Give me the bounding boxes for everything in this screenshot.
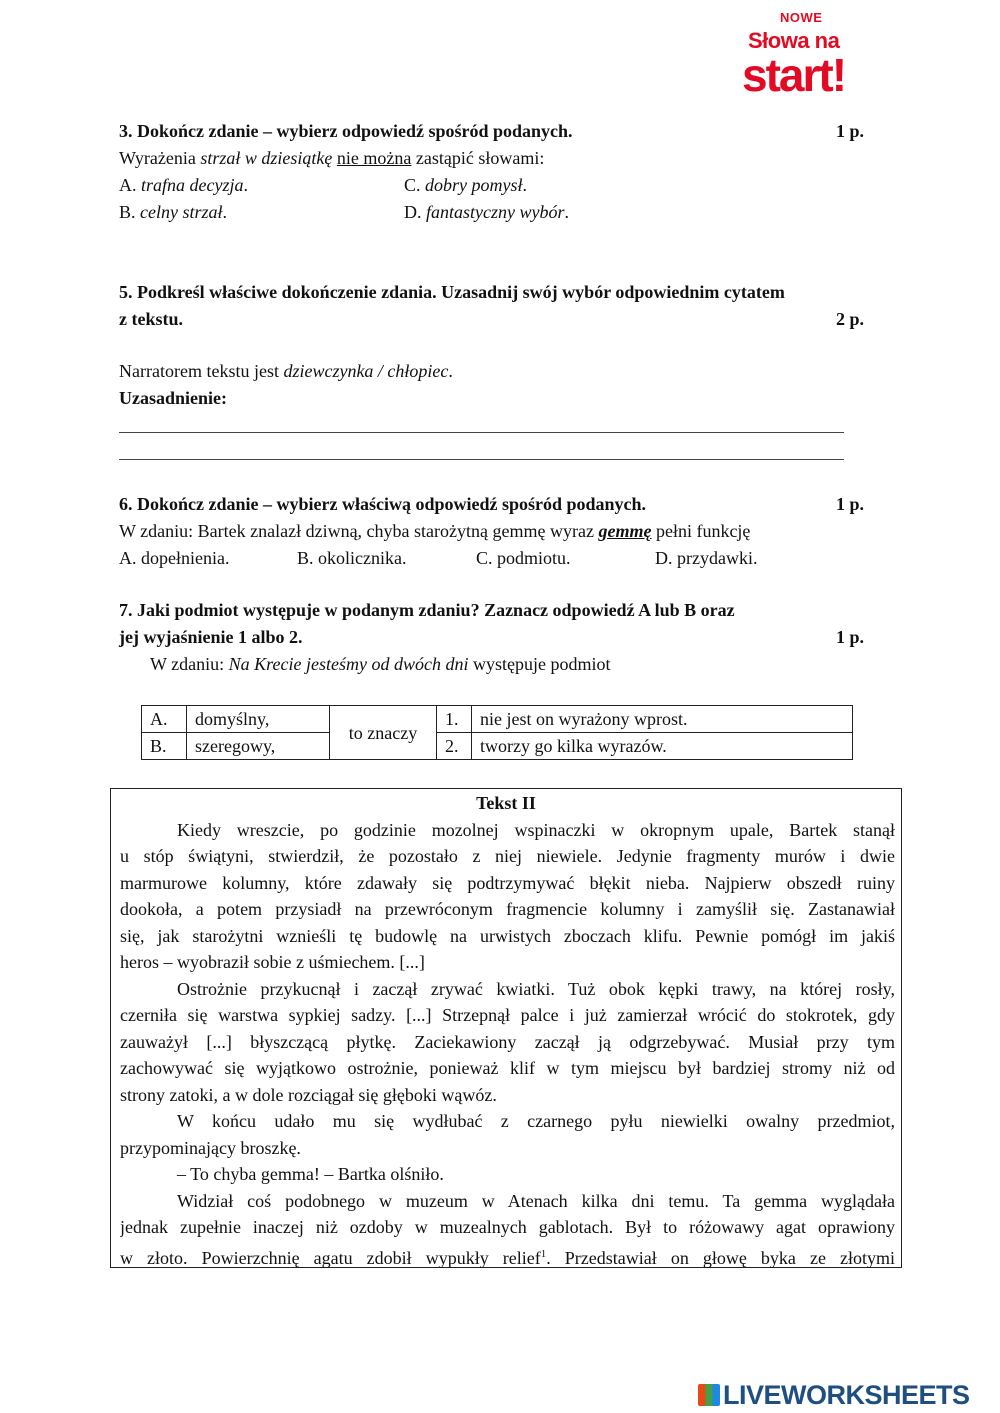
q7-sentence: [150, 652, 610, 676]
q5-answer-line-1[interactable]: [119, 432, 844, 433]
q5-sentence: [119, 359, 453, 383]
q3-option-letter: C.: [404, 175, 426, 195]
q6-option-d[interactable]: D. przydawki.: [655, 548, 758, 568]
publisher-logo: [740, 8, 870, 103]
q5-choice[interactable]: dziewczynka / chłopiec: [283, 361, 449, 381]
text-line-last: [120, 1241, 895, 1268]
q3-option-end: .: [243, 175, 248, 195]
footnote-marker: 1: [540, 1248, 547, 1260]
q3-prompt: [119, 146, 544, 170]
text-last-post: . Przedstawiał on głowę byka ze złotymi: [546, 1248, 895, 1268]
q3-prompt-phrase: strzał w dziesiątkę: [200, 148, 333, 168]
text-last-pre: w złoto. Powierzchnię agatu zdobił wypukły relief: [120, 1248, 541, 1268]
q6-title: 6. Dokończ zdanie – wybierz właściwą odpowiedź spośród podanych.: [119, 494, 647, 514]
q7-sentence-example: Na Krecie jesteśmy od dwóch dni: [228, 654, 469, 674]
text-line: marmurowe kolumny, które zdawały się podtrzymywać błękit nieba. Najpierw obszedł ruiny: [120, 873, 895, 893]
logo-slowa-na: Słowa na: [748, 28, 840, 53]
q7-cell-2-num[interactable]: 2.: [437, 733, 472, 760]
q7-points: 1 p.: [835, 627, 864, 647]
q5-title-line2: z tekstu.: [119, 309, 183, 329]
q3-prompt-post: zastąpić słowami:: [411, 148, 545, 168]
logo-nowe: NOWE: [780, 10, 823, 25]
footer-brand: LIVEWORKSHEETS: [723, 1380, 970, 1410]
q3-option-text: trafna decyzja: [141, 175, 244, 195]
q3-option-end: .: [564, 202, 569, 222]
q5-answer-line-2[interactable]: [119, 459, 844, 460]
q3-option-letter: D.: [404, 202, 426, 222]
q7-cell-1-text[interactable]: nie jest on wyrażony wprost.: [472, 706, 853, 733]
q7-sentence-post: występuje podmiot: [468, 654, 611, 674]
text-line: Ostrożnie przykucnął i zaczął zrywać kwiatki. Tuż obok kępki trawy, na której rosły,: [177, 979, 895, 999]
text-line: Widział coś podobnego w muzeum w Atenach kilka dni temu. Ta gemma wyglądała: [177, 1191, 895, 1211]
q6-sentence: [119, 519, 750, 543]
q3-option-letter: A.: [119, 175, 141, 195]
q5-title-line1: 5. Podkreśl właściwe dokończenie zdania. Uzasadnij swój wybór odpowiednim cytatem: [119, 282, 785, 302]
q7-cell-middle: to znaczy: [330, 706, 437, 760]
q5-sentence-pre: Narratorem tekstu jest: [119, 361, 284, 381]
q3-option-text: fantastyczny wybór: [426, 202, 565, 222]
q5-sentence-end: .: [448, 361, 453, 381]
text-line: przypominający broszkę.: [120, 1138, 301, 1158]
logo-start: start!: [742, 49, 846, 101]
text-line: heros – wyobraził sobie z uśmiechem. [...]: [120, 952, 425, 972]
text-line: strony zatoki, a w dole rozciągał się głęboki wąwóz.: [120, 1085, 497, 1105]
q5-points: 2 p.: [835, 309, 864, 329]
q3-option-text: celny strzał: [140, 202, 223, 222]
text-ii-box: [110, 788, 902, 1268]
text-line: u stóp świątyni, stwierdził, że pozostało z niej niewiele. Jedynie fragmenty murów i dwie: [120, 846, 895, 866]
q6-points: 1 p.: [835, 494, 864, 514]
q3-option-a[interactable]: [119, 173, 248, 197]
liveworksheets-watermark: [698, 1380, 970, 1411]
q7-cell-2-text[interactable]: tworzy go kilka wyrazów.: [472, 733, 853, 760]
q7-cell-b-text[interactable]: szeregowy,: [187, 733, 330, 760]
q6-option-b[interactable]: B. okolicznika.: [297, 548, 407, 568]
q3-points: 1 p.: [835, 121, 864, 141]
q3-option-end: .: [222, 202, 228, 222]
q3-option-text: dobry pomysł: [425, 175, 523, 195]
q7-answer-table: [141, 705, 853, 760]
q7-cell-a-letter[interactable]: A.: [142, 706, 187, 733]
q6-sentence-post: pełni funkcję: [651, 521, 751, 541]
q6-option-c[interactable]: C. podmiotu.: [476, 548, 571, 568]
q3-option-letter: B.: [119, 202, 141, 222]
q6-key-word: gemmę: [598, 521, 652, 541]
text-line: jednak zupełnie inaczej niż ozdoby w muzealnych gablotach. Był to różowawy agat oprawiony: [120, 1217, 895, 1237]
text-line: czerniła się warstwa sypkiej sadzy. [...] Strzepnął palce i już zamierzał wrócić do stokrotek, gdy: [120, 1005, 895, 1025]
q3-title: 3. Dokończ zdanie – wybierz odpowiedź spośród podanych.: [119, 121, 573, 141]
text-line: – To chyba gemma! – Bartka olśniło.: [177, 1164, 444, 1184]
text-ii-title: Tekst II: [476, 793, 536, 813]
q3-prompt-pre: Wyrażenia: [119, 148, 201, 168]
q3-prompt-negation: nie można: [336, 148, 412, 168]
q7-cell-1-num[interactable]: 1.: [437, 706, 472, 733]
text-line: zachowywać się wyjątkowo ostrożnie, ponieważ klif w tym miejscu był bardziej stromy niż od: [120, 1058, 895, 1078]
q7-title-line1: 7. Jaki podmiot występuje w podanym zdaniu? Zaznacz odpowiedź A lub B oraz: [119, 600, 735, 620]
q5-justification-label: Uzasadnienie:: [119, 388, 227, 408]
q3-option-d[interactable]: [404, 200, 569, 224]
q3-option-b[interactable]: [119, 200, 227, 224]
q7-cell-b-letter[interactable]: B.: [142, 733, 187, 760]
q7-title-line2: jej wyjaśnienie 1 albo 2.: [119, 627, 303, 647]
liveworksheets-logo-icon: [698, 1384, 720, 1406]
q3-option-end: .: [522, 175, 528, 195]
text-line: zauważył [...] błyszczącą płytkę. Zaciekawiony zaczął ją odgrzebywać. Musiał przy tym: [120, 1032, 895, 1052]
text-line: się, jak starożytni wznieśli tę budowlę na urwistych zboczach klifu. Pewnie pomógł im jakiś: [120, 926, 895, 946]
q3-option-c[interactable]: [404, 173, 527, 197]
q6-sentence-pre: W zdaniu: Bartek znalazł dziwną, chyba starożytną gemmę wyraz: [119, 521, 599, 541]
q7-cell-a-text[interactable]: domyślny,: [187, 706, 330, 733]
q7-sentence-pre: W zdaniu:: [150, 654, 229, 674]
text-line: W końcu udało mu się wydłubać z czarnego pyłu niewielki owalny przedmiot,: [177, 1111, 895, 1131]
text-line: Kiedy wreszcie, po godzinie mozolnej wspinaczki w okropnym upale, Bartek stanął: [177, 820, 895, 840]
q6-option-a[interactable]: A. dopełnienia.: [119, 548, 230, 568]
text-line: dookoła, a potem przysiadł na przewróconym fragmencie kolumny i zamyślił się. Zastanawiał: [120, 899, 895, 919]
